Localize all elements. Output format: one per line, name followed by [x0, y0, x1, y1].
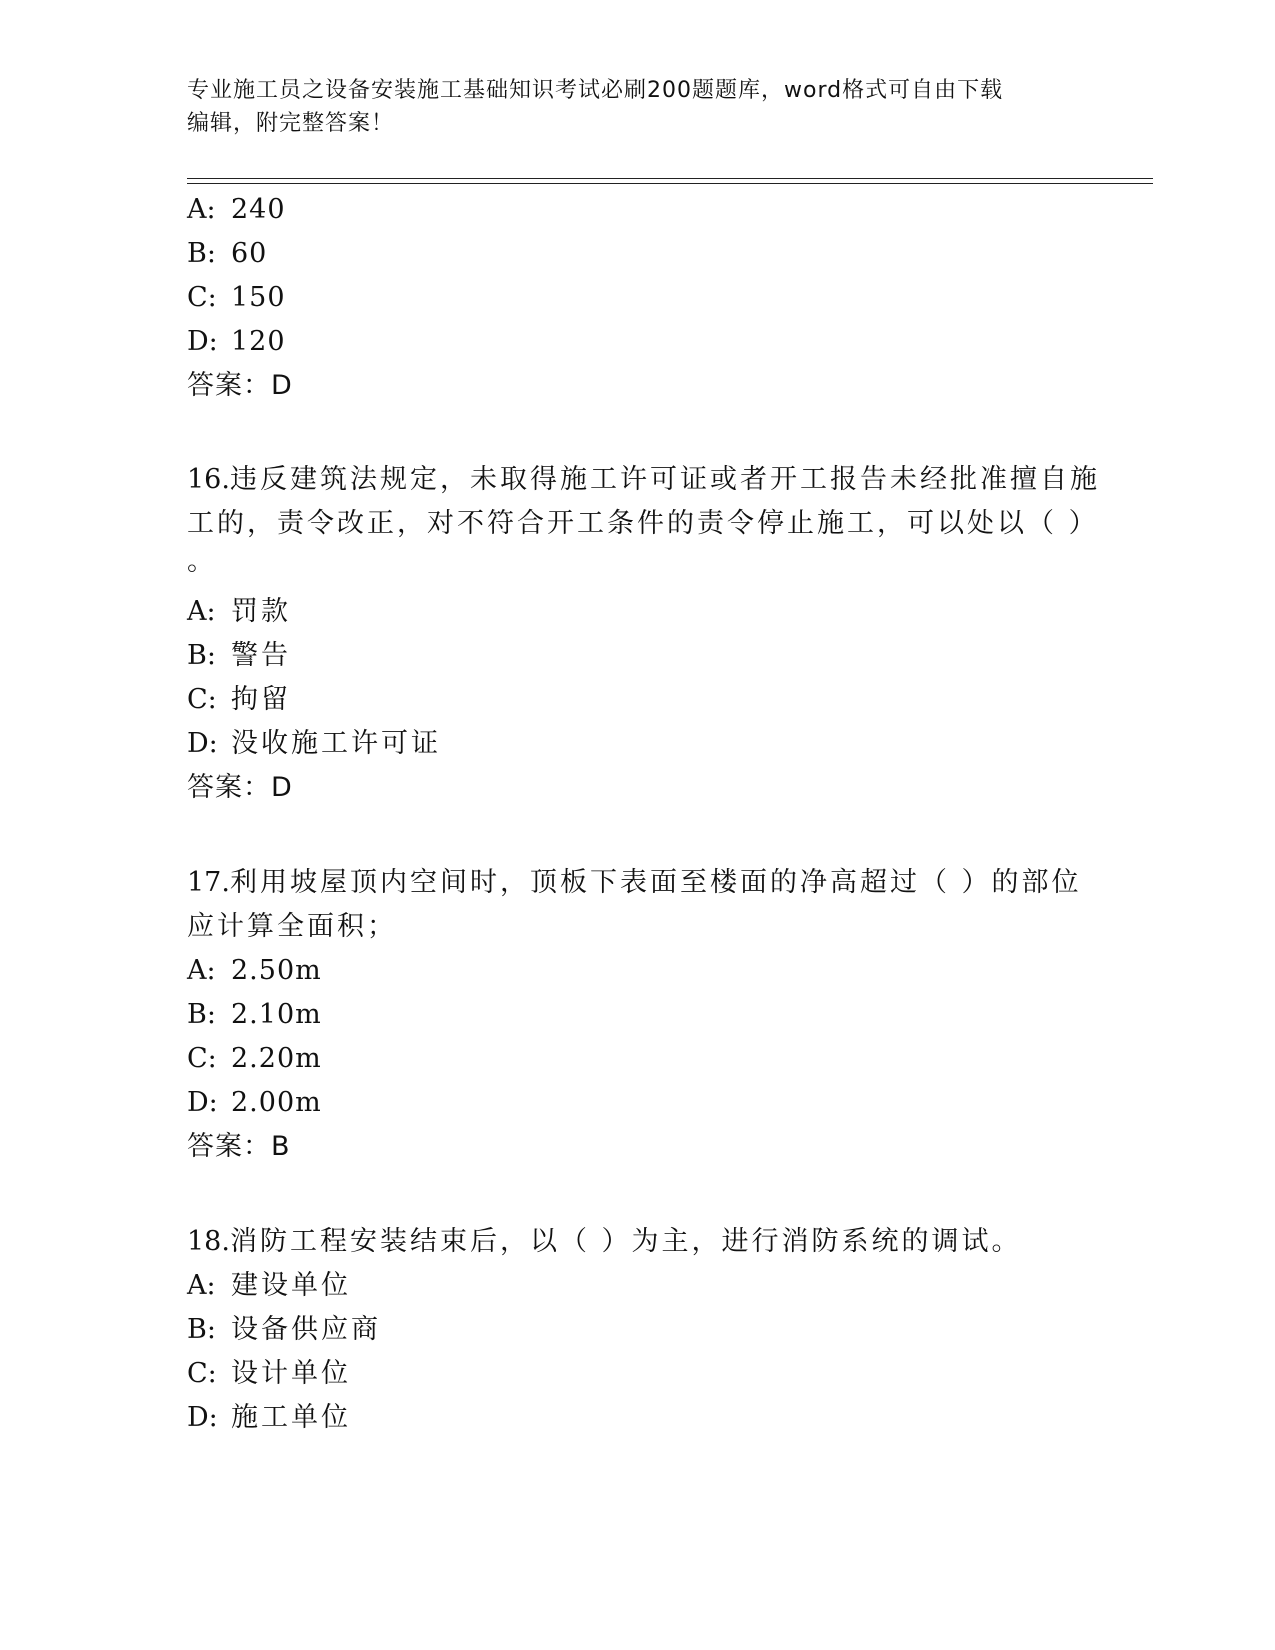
option-text: 罚款	[231, 596, 291, 627]
q17-stem-line-2: 应计算全面积；	[187, 911, 397, 942]
q18-stem-line-1	[187, 1225, 1022, 1259]
question-number: 18.	[187, 1226, 230, 1257]
option-letter: C:	[187, 684, 217, 715]
q17-option-d	[187, 1086, 322, 1120]
q15-answer: 答案：D	[187, 370, 293, 401]
option-letter: C:	[187, 1043, 217, 1074]
q15-option-b	[187, 237, 267, 271]
q18-option-c	[187, 1357, 351, 1391]
q16-option-a	[187, 595, 291, 629]
option-text: 没收施工许可证	[231, 728, 441, 759]
option-text: 2.10m	[231, 999, 322, 1030]
q15-option-d	[187, 325, 286, 359]
option-text: 240	[231, 194, 286, 225]
header-line-2: 编辑，附完整答案！	[187, 111, 395, 136]
option-letter: D:	[187, 1087, 218, 1118]
option-text: 2.50m	[231, 955, 322, 986]
q16-stem-line-3: 。	[187, 546, 217, 577]
q18-option-d	[187, 1401, 351, 1435]
option-letter: A:	[187, 955, 216, 986]
option-text: 60	[231, 238, 268, 269]
option-text: 150	[231, 282, 286, 313]
option-letter: A:	[187, 596, 216, 627]
q15-option-a	[187, 193, 286, 227]
q16-option-b	[187, 639, 291, 673]
option-text: 120	[231, 326, 286, 357]
q16-stem-line-1	[187, 463, 1100, 497]
option-text: 拘留	[231, 684, 291, 715]
header-rule-bottom	[187, 183, 1153, 184]
q17-answer: 答案：B	[187, 1131, 291, 1162]
q17-option-c	[187, 1042, 322, 1076]
option-letter: B:	[187, 1314, 216, 1345]
q17-option-a	[187, 954, 322, 988]
option-text: 建设单位	[231, 1270, 351, 1301]
q16-option-c	[187, 683, 291, 717]
header-line-1: 专业施工员之设备安装施工基础知识考试必刷200题题库，word格式可自由下载	[187, 78, 1004, 103]
question-text: 消防工程安装结束后，以（ ）为主，进行消防系统的调试。	[229, 1226, 1022, 1257]
option-letter: D:	[187, 326, 218, 357]
q16-answer: 答案：D	[187, 772, 293, 803]
option-letter: C:	[187, 282, 217, 313]
document-header	[187, 74, 1087, 140]
option-letter: B:	[187, 640, 216, 671]
question-text: 利用坡屋顶内空间时，顶板下表面至楼面的净高超过（ ）的部位	[229, 867, 1082, 898]
q17-stem-line-1	[187, 866, 1082, 900]
option-text: 2.00m	[231, 1087, 322, 1118]
question-number: 16.	[187, 464, 230, 495]
header-rule-top	[187, 178, 1153, 179]
q16-stem-line-2: 工的，责令改正，对不符合开工条件的责令停止施工，可以处以（ ）	[187, 508, 1099, 539]
question-text: 违反建筑法规定，未取得施工许可证或者开工报告未经批准擅自施	[229, 464, 1100, 495]
option-letter: D:	[187, 1402, 218, 1433]
option-text: 设备供应商	[231, 1314, 381, 1345]
option-letter: C:	[187, 1358, 217, 1389]
option-letter: A:	[187, 194, 216, 225]
q16-option-d	[187, 727, 441, 761]
option-letter: B:	[187, 238, 216, 269]
q17-option-b	[187, 998, 322, 1032]
question-number: 17.	[187, 867, 230, 898]
option-text: 设计单位	[231, 1358, 351, 1389]
q15-option-c	[187, 281, 286, 315]
option-text: 施工单位	[231, 1402, 351, 1433]
option-letter: D:	[187, 728, 218, 759]
option-letter: A:	[187, 1270, 216, 1301]
option-text: 警告	[231, 640, 291, 671]
option-text: 2.20m	[231, 1043, 322, 1074]
q18-option-a	[187, 1269, 351, 1303]
q18-option-b	[187, 1313, 381, 1347]
option-letter: B:	[187, 999, 216, 1030]
